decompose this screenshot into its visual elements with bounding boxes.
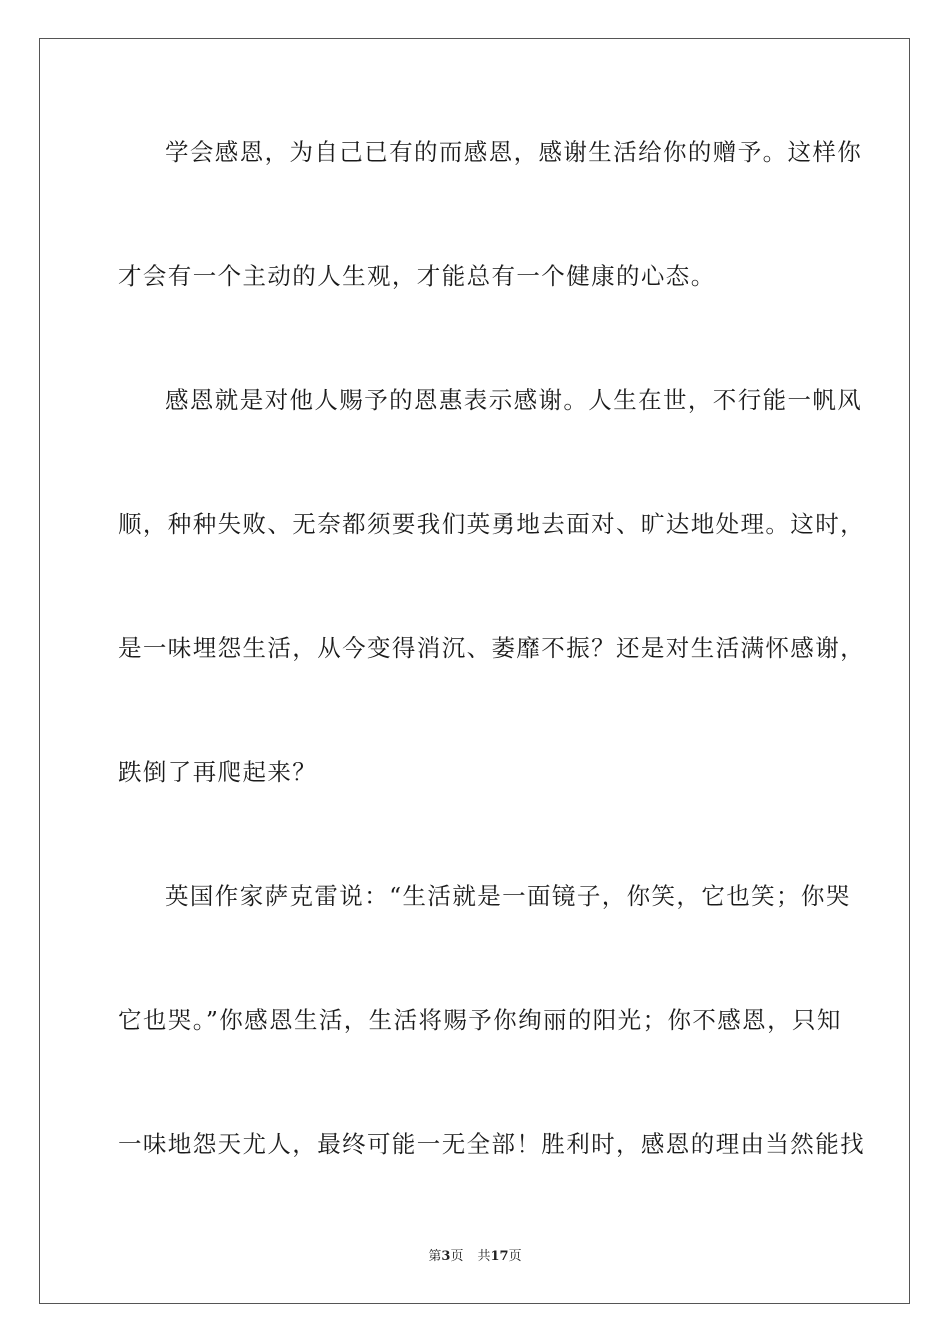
paragraph-3-line-1: 英国作家萨克雷说：“生活就是一面镜子，你笑，它也笑；你哭 [165, 882, 851, 910]
paragraph-1-line-1: 学会感恩，为自己已有的而感恩，感谢生活给你的赠予。这样你 [165, 138, 863, 166]
total-suffix: 页 [508, 1249, 522, 1264]
total-prefix: 共 [477, 1249, 491, 1264]
paragraph-2-line-4: 跌倒了再爬起来？ [118, 758, 318, 786]
page-number: 3 [441, 1249, 451, 1264]
paragraph-2-line-1: 感恩就是对他人赐予的恩惠表示感谢。人生在世，不行能一帆风 [165, 386, 863, 414]
paragraph-1-line-2: 才会有一个主动的人生观，才能总有一个健康的心态。 [118, 262, 716, 290]
paragraph-2-line-2: 顺，种种失败、无奈都须要我们英勇地去面对、旷达地处理。这时， [118, 510, 865, 538]
paragraph-3-line-3: 一味地怨天尤人，最终可能一无全部！胜利时，感恩的理由当然能找 [118, 1130, 865, 1158]
page-border [39, 38, 910, 1304]
paragraph-2-line-3: 是一味埋怨生活，从今变得消沉、萎靡不振？还是对生活满怀感谢， [118, 634, 865, 662]
page-suffix: 页 [450, 1249, 464, 1264]
paragraph-3-line-2: 它也哭。”你感恩生活，生活将赐予你绚丽的阳光；你不感恩，只知 [118, 1006, 842, 1034]
page-footer [0, 1249, 950, 1265]
total-pages: 17 [490, 1249, 509, 1264]
page-prefix: 第 [428, 1249, 442, 1264]
